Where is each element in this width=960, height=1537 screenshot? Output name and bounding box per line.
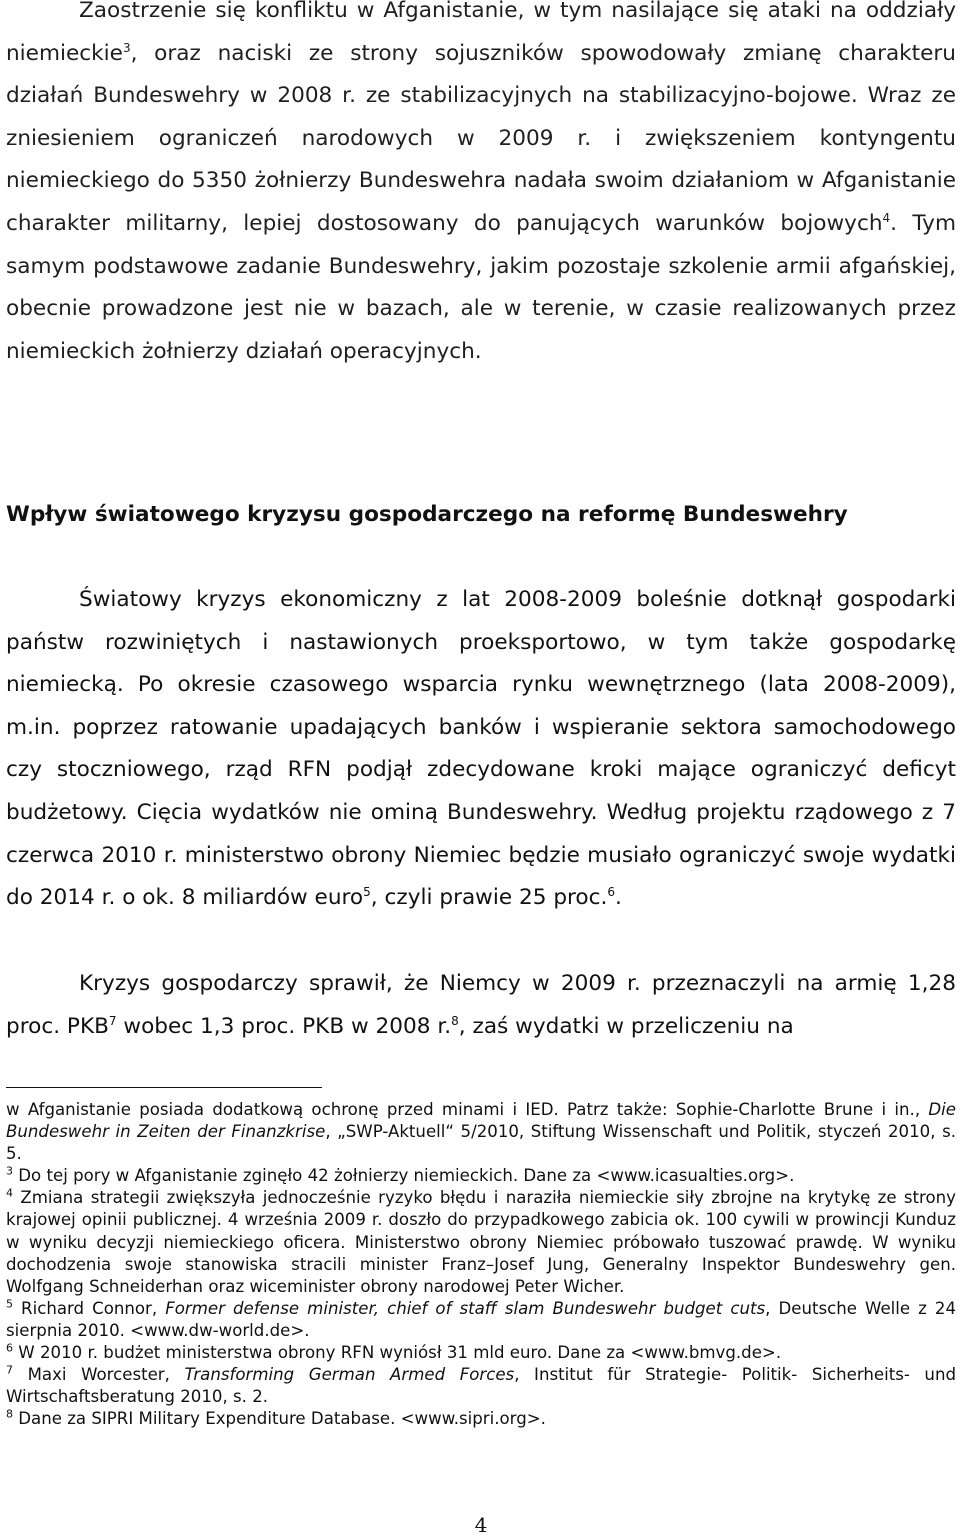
footnote-number: 3 [6, 1164, 13, 1178]
footnote-text: Dane za SIPRI Military Expenditure Database. <www.sipri.org>. [13, 1409, 546, 1429]
footnote-text: w Afganistanie posiada dodatkową ochronę przed minami i IED. Patrz także: Sophie-Charlotte Brune i in., [6, 1100, 929, 1119]
footnote-text: Do tej pory w Afganistanie zginęło 42 żołnierzy niemieckich. Dane za <www.icasualties.org>. [13, 1166, 795, 1186]
footnote-number: 5 [6, 1297, 13, 1311]
paragraph-text: wobec 1,3 proc. PKB w 2008 r. [116, 1013, 452, 1039]
footnote-text: , „SWP-Aktuell“ 5/2010, Stiftung Wissenschaft und Politik, styczeń 2010, s. 5. [6, 1122, 956, 1164]
footnote-number: 6 [6, 1341, 13, 1355]
footnote-ref-7[interactable]: 7 [108, 1013, 117, 1028]
footnote-4 [6, 1187, 956, 1297]
footnote-6 [6, 1342, 956, 1364]
footnote-text: W 2010 r. budżet ministerstwa obrony RFN wyniósł 31 mld euro. Dane za <www.bmvg.de>. [13, 1343, 782, 1363]
paragraph-text: Zaostrzenie się konfliktu w Afganistanie, w tym nasilające się ataki na oddziały niemieckie [6, 0, 956, 66]
footnote-title: Transforming German Armed Forces [184, 1365, 515, 1385]
footnote-continued [6, 1099, 956, 1165]
footnote-text: , Institut für Strategie- Politik- Sicherheits- und Wirtschaftsberatung 2010, s. 2. [6, 1365, 956, 1407]
footnote-number: 8 [6, 1407, 13, 1421]
paragraph-economic-crisis [6, 579, 956, 920]
page-number: 4 [474, 1513, 488, 1537]
footnote-7 [6, 1364, 956, 1408]
paragraph-text: , oraz naciski ze strony sojuszników spowodowały zmianę charakteru działań Bundeswehry w 2008 r. ze stabilizacyjnych na stabilizacyjno-bojowe. Wraz ze zniesieniem ograniczeń narodowych w 2009 r. i zwiększeniem kontyngentu niemieckiego do 5350 żołnierzy Bundeswehra nadała swoim działaniom w Afganistanie charakter militarny, lepiej dostosowany do panujących warunków bojowych [6, 40, 956, 236]
footnote-ref-5[interactable]: 5 [363, 884, 371, 899]
paragraph-text: , czyli prawie 25 proc. [370, 885, 608, 911]
footnote-text: Maxi Worcester, [13, 1365, 185, 1385]
paragraph-text: . [615, 885, 622, 911]
footnote-text: Richard Connor, [13, 1298, 166, 1318]
footnote-8 [6, 1408, 956, 1430]
footnote-ref-3[interactable]: 3 [122, 40, 131, 55]
footnote-title: Die Bundeswehr in Zeiten der Finanzkrise [6, 1100, 956, 1142]
footnote-5 [6, 1298, 956, 1342]
footnote-text: , Deutsche Welle z 24 sierpnia 2010. <www.dw-world.de>. [6, 1298, 957, 1340]
footnote-number: 7 [6, 1363, 13, 1377]
footnote-3 [6, 1165, 956, 1187]
paragraph-text: Kryzys gospodarczy sprawił, że Niemcy w 2009 r. przeznaczyli na armię 1,28 proc. PKB [6, 971, 956, 1039]
footnotes-section [6, 1099, 956, 1430]
footnote-title: Former defense minister, chief of staff slam Bundeswehr budget cuts [165, 1298, 766, 1318]
section-heading: Wpływ światowego kryzysu gospodarczego na reformę Bundeswehry [6, 502, 848, 527]
footnote-separator [6, 1087, 322, 1088]
paragraph-afghanistan [6, 0, 956, 373]
footnote-ref-6[interactable]: 6 [607, 884, 616, 899]
paragraph-text: Światowy kryzys ekonomiczny z lat 2008-2009 boleśnie dotknął gospodarki państw rozwiniętych i nastawionych proeksportowo, w tym także gospodarkę niemiecką. Po okresie czasowego wsparcia rynku wewnętrznego (lata 2008-2009), m.in. poprzez ratowanie upadających banków i wspieranie sektora samochodowego czy stoczniowego, rząd RFN podjął zdecydowane kroki mające ograniczyć deficyt budżetowy. Cięcia wydatków nie ominą Bundeswehry. Według projektu rządowego z 7 czerwca 2010 r. ministerstwo obrony Niemiec będzie musiało ograniczyć swoje wydatki do 2014 r. o ok. 8 miliardów euro [6, 587, 956, 911]
footnote-number: 4 [6, 1186, 13, 1200]
footnote-ref-4[interactable]: 4 [882, 210, 891, 225]
footnote-ref-8[interactable]: 8 [451, 1013, 459, 1028]
footnote-text: Zmiana strategii zwiększyła jednocześnie ryzyko błędu i naraziła niemieckie siły zbrojne na krytykę ze strony krajowej opinii publicznej. 4 września 2009 r. doszło do przypadkowego zabicia ok. 100 cywili w prowincji Kunduz w wyniku decyzji niemieckiego oficera. Ministerstwo obrony Niemiec próbowało tuszować prawdę. W wyniku dochodzenia swoje stanowiska stracili minister Franz–Josef Jung, Generalny Inspektor Bundeswehry gen. Wolfgang Schneiderhan oraz wiceminister obrony narodowej Peter Wicher. [6, 1188, 956, 1296]
paragraph-text: . Tym samym podstawowe zadanie Bundeswehry, jakim pozostaje szkolenie armii afgańskiej, obecnie prowadzone jest nie w bazach, ale w terenie, w czasie realizowanych przez niemieckich żołnierzy działań operacyjnych. [6, 210, 956, 364]
paragraph-defense-spending [6, 963, 956, 1048]
paragraph-text: , zaś wydatki w przeliczeniu na [458, 1013, 794, 1039]
